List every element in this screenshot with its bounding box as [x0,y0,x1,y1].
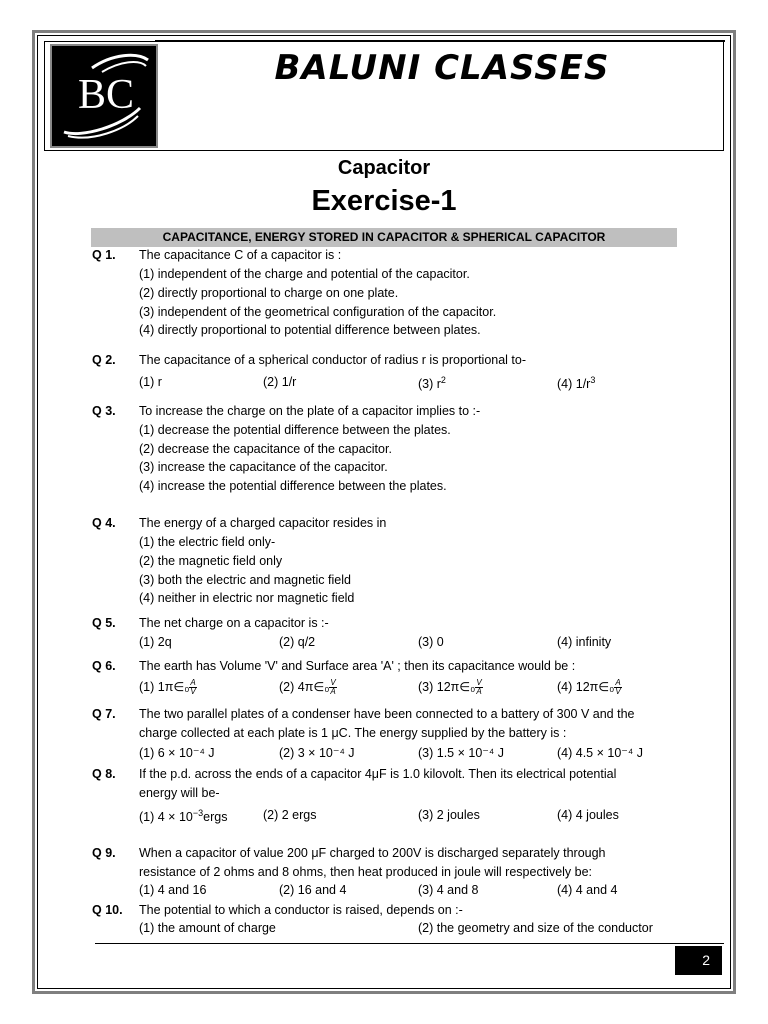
option-2: (2) 4π∈₀ $\frac{V}{A}$ [279,678,336,697]
option-3: (3) 2 joules [418,808,480,822]
brand-title: BALUNI CLASSES [274,48,610,88]
option-line: (1) decrease the potential difference between the plates. [139,423,451,437]
question-number: Q 2. [92,353,116,367]
option-1: (1) the amount of charge [139,921,276,935]
option-1: (1) 1π∈₀ $\frac{A}{V}$ [139,678,196,697]
option-2: (2) the geometry and size of the conductor [418,921,653,935]
question-number: Q 6. [92,659,116,673]
option-line: (4) increase the potential difference between the plates. [139,479,447,493]
logo-letter-b: BC [78,72,135,118]
option-line: (4) directly proportional to potential difference between plates. [139,323,481,337]
logo [50,44,158,148]
fraction: $\frac{V}{A}$ [330,678,336,697]
page-number: 2 [675,946,722,975]
question-text: If the p.d. across the ends of a capacitor 4μF is 1.0 kilovolt. Then its electrical potential [139,767,617,781]
question-number: Q 7. [92,707,116,721]
question-number: Q 5. [92,616,116,630]
question-text: When a capacitor of value 200 μF charged to 200V is discharged separately through [139,846,606,860]
option-line: (3) both the electric and magnetic field [139,573,351,587]
footer-divider [95,943,724,944]
question-text: charge collected at each plate is 1 μC. The energy supplied by the battery is : [139,726,567,740]
option-3: (3) 0 [418,635,444,649]
question-text: The net charge on a capacitor is :- [139,616,329,630]
option-line: (2) the magnetic field only [139,554,283,568]
option-3: (3) 12π∈₀ $\frac{V}{A}$ [418,678,482,697]
option-4: (4) 12π∈₀ $\frac{A}{V}$ [557,678,621,697]
question-number: Q 3. [92,404,116,418]
option-line: (2) decrease the capacitance of the capacitor. [139,442,392,456]
question-text: The energy of a charged capacitor resides in [139,516,387,530]
question-number: Q 4. [92,516,116,530]
question-number: Q 9. [92,846,116,860]
option-line: (4) neither in electric nor magnetic field [139,591,355,605]
fraction: $\frac{A}{V}$ [615,678,621,697]
question-text: The earth has Volume 'V' and Surface area 'A' ; then its capacitance would be : [139,659,576,673]
option-line: (2) directly proportional to charge on one plate. [139,286,399,300]
question-text: The two parallel plates of a condenser have been connected to a battery of 300 V and the [139,707,635,721]
option-4: (4) $1/r^3$ [557,375,596,392]
subject-title: Capacitor [337,157,431,179]
option-3: (3) $r^2$ [418,375,446,392]
option-1: (1) 2q [139,635,172,649]
option-4: (4) 4 joules [557,808,619,822]
question-number: Q 10. [92,903,123,917]
option-2: (2) 1/r [263,375,297,389]
option-2: (2) 2 ergs [263,808,317,822]
question-number: Q 8. [92,767,116,781]
exercise-title: Exercise-1 [311,185,457,217]
option-1: (1) r [139,375,162,389]
option-line: (1) independent of the charge and potential of the capacitor. [139,267,470,281]
question-text: To increase the charge on the plate of a capacitor implies to :- [139,404,481,418]
question-text: The capacitance of a spherical conductor of radius r is proportional to- [139,353,527,367]
option-1: (1) 4 and 16 [139,883,207,897]
option-3: (3) 1.5 × 10⁻⁴ J [418,746,504,760]
option-4: (4) 4 and 4 [557,883,618,897]
option-line: (1) the electric field only- [139,535,276,549]
option-line: (3) independent of the geometrical configuration of the capacitor. [139,305,497,319]
question-text: resistance of 2 ohms and 8 ohms, then heat produced in joule will respectively be: [139,865,593,879]
logo-icon [52,46,156,146]
option-3: (3) 4 and 8 [418,883,479,897]
option-1: (1) $4 \times 10^{-3}ergs$ [139,808,228,825]
fraction: $\frac{A}{V}$ [190,678,196,697]
option-2: (2) q/2 [279,635,316,649]
option-4: (4) infinity [557,635,612,649]
section-heading: CAPACITANCE, ENERGY STORED IN CAPACITOR & SPHERICAL CAPACITOR [91,228,677,247]
question-text: energy will be- [139,786,220,800]
option-line: (3) increase the capacitance of the capacitor. [139,460,388,474]
option-1: (1) 6 × 10⁻⁴ J [139,746,215,760]
fraction: $\frac{V}{A}$ [476,678,482,697]
option-4: (4) 4.5 × 10⁻⁴ J [557,746,643,760]
question-number: Q 1. [92,248,116,262]
option-2: (2) 3 × 10⁻⁴ J [279,746,355,760]
question-text: The capacitance C of a capacitor is : [139,248,342,262]
option-2: (2) 16 and 4 [279,883,347,897]
question-text: The potential to which a conductor is raised, depends on :- [139,903,463,917]
